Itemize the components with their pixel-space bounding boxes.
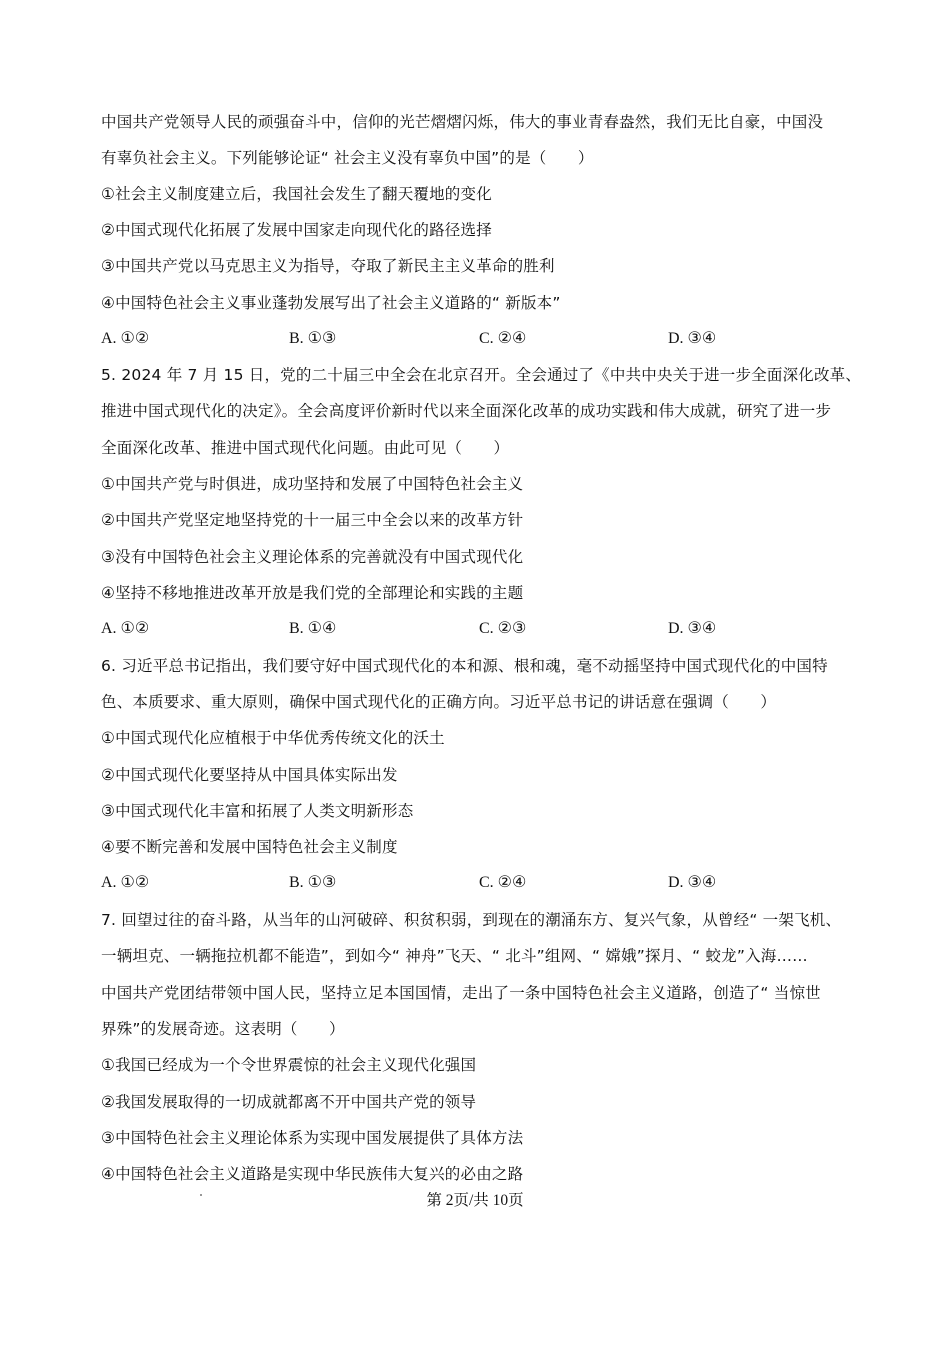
q5-stem-line-1: 5. 2024 年 7 月 15 日，党的二十届三中全会在北京召开。全会通过了《中共中央关于进一步全面深化改革、: [101, 366, 862, 384]
q6-options: [101, 872, 861, 894]
q7-stem-line-2: 一辆坦克、一辆拖拉机都不能造”，到如今“ 神舟”飞天、“ 北斗”组网、“ 嫦娥”探月、“ 蛟龙”入海……: [101, 947, 808, 965]
q6-option-b[interactable]: B. ①③: [289, 874, 337, 891]
q4-statement-4: ④中国特色社会主义事业蓬勃发展写出了社会主义道路的“ 新版本”: [101, 294, 561, 312]
q5-statement-3: ③没有中国特色社会主义理论体系的完善就没有中国式现代化: [101, 548, 524, 566]
q5-statement-1: ①中国共产党与时俱进，成功坚持和发展了中国特色社会主义: [101, 475, 524, 493]
q6-option-d[interactable]: D. ③④: [668, 874, 717, 891]
q7-stem-line-3: 中国共产党团结带领中国人民，坚持立足本国国情，走出了一条中国特色社会主义道路，创造了“ 当惊世: [101, 984, 821, 1002]
q5-option-b[interactable]: B. ①④: [289, 620, 337, 637]
q4-option-b[interactable]: B. ①③: [289, 330, 337, 347]
q6-statement-1: ①中国式现代化应植根于中华优秀传统文化的沃土: [101, 729, 445, 747]
q4-option-c[interactable]: C. ②④: [479, 330, 527, 347]
q4-stem-line-2: 有辜负社会主义。下列能够论证“ 社会主义没有辜负中国”的是（ ）: [101, 149, 594, 167]
q5-option-a[interactable]: A. ①②: [101, 620, 150, 637]
q5-options: [101, 618, 861, 640]
q6-option-c[interactable]: C. ②④: [479, 874, 527, 891]
q4-stem-line-1: 中国共产党领导人民的顽强奋斗中，信仰的光芒熠熠闪烁，伟大的事业青春盎然，我们无比自豪，中国没: [101, 113, 824, 131]
q7-statement-1: ①我国已经成为一个令世界震惊的社会主义现代化强国: [101, 1056, 477, 1074]
q7-stem-line-1: 7. 回望过往的奋斗路，从当年的山河破碎、积贫积弱，到现在的潮涌东方、复兴气象，从曾经“ 一架飞机、: [101, 911, 842, 929]
q7-statement-3: ③中国特色社会主义理论体系为实现中国发展提供了具体方法: [101, 1129, 524, 1147]
q5-stem-line-2: 推进中国式现代化的决定》。全会高度评价新时代以来全面深化改革的成功实践和伟大成就，研究了进一步: [101, 402, 832, 420]
q4-statement-3: ③中国共产党以马克思主义为指导，夺取了新民主主义革命的胜利: [101, 257, 555, 275]
q6-stem-line-1: 6. 习近平总书记指出，我们要守好中国式现代化的本和源、根和魂，毫不动摇坚持中国式现代化的中国特: [101, 657, 828, 675]
q4-option-d[interactable]: D. ③④: [668, 330, 717, 347]
q6-statement-3: ③中国式现代化丰富和拓展了人类文明新形态: [101, 802, 414, 820]
q7-stem-line-4: 界殊”的发展奇迹。这表明（ ）: [101, 1020, 345, 1038]
page-number: 第 2页/共 10页: [426, 1192, 524, 1209]
q4-statement-1: ①社会主义制度建立后，我国社会发生了翻天覆地的变化: [101, 185, 492, 203]
q5-option-d[interactable]: D. ③④: [668, 620, 717, 637]
q5-statement-2: ②中国共产党坚定地坚持党的十一届三中全会以来的改革方针: [101, 511, 524, 529]
q5-statement-4: ④坚持不移地推进改革开放是我们党的全部理论和实践的主题: [101, 584, 524, 602]
q4-options: [101, 328, 861, 350]
q5-option-c[interactable]: C. ②③: [479, 620, 527, 637]
q4-statement-2: ②中国式现代化拓展了发展中国家走向现代化的路径选择: [101, 221, 492, 239]
q6-statement-2: ②中国式现代化要坚持从中国具体实际出发: [101, 766, 398, 784]
q5-stem-line-3: 全面深化改革、推进中国式现代化问题。由此可见（ ）: [101, 439, 510, 457]
q6-statement-4: ④要不断完善和发展中国特色社会主义制度: [101, 838, 398, 856]
q4-option-a[interactable]: A. ①②: [101, 330, 150, 347]
q6-stem-line-2: 色、本质要求、重大原则，确保中国式现代化的正确方向。习近平总书记的讲话意在强调（ ）: [101, 693, 777, 711]
q6-option-a[interactable]: A. ①②: [101, 874, 150, 891]
q7-statement-2: ②我国发展取得的一切成就都离不开中国共产党的领导: [101, 1093, 477, 1111]
q7-statement-4: ④中国特色社会主义道路是实现中华民族伟大复兴的必由之路: [101, 1165, 524, 1183]
